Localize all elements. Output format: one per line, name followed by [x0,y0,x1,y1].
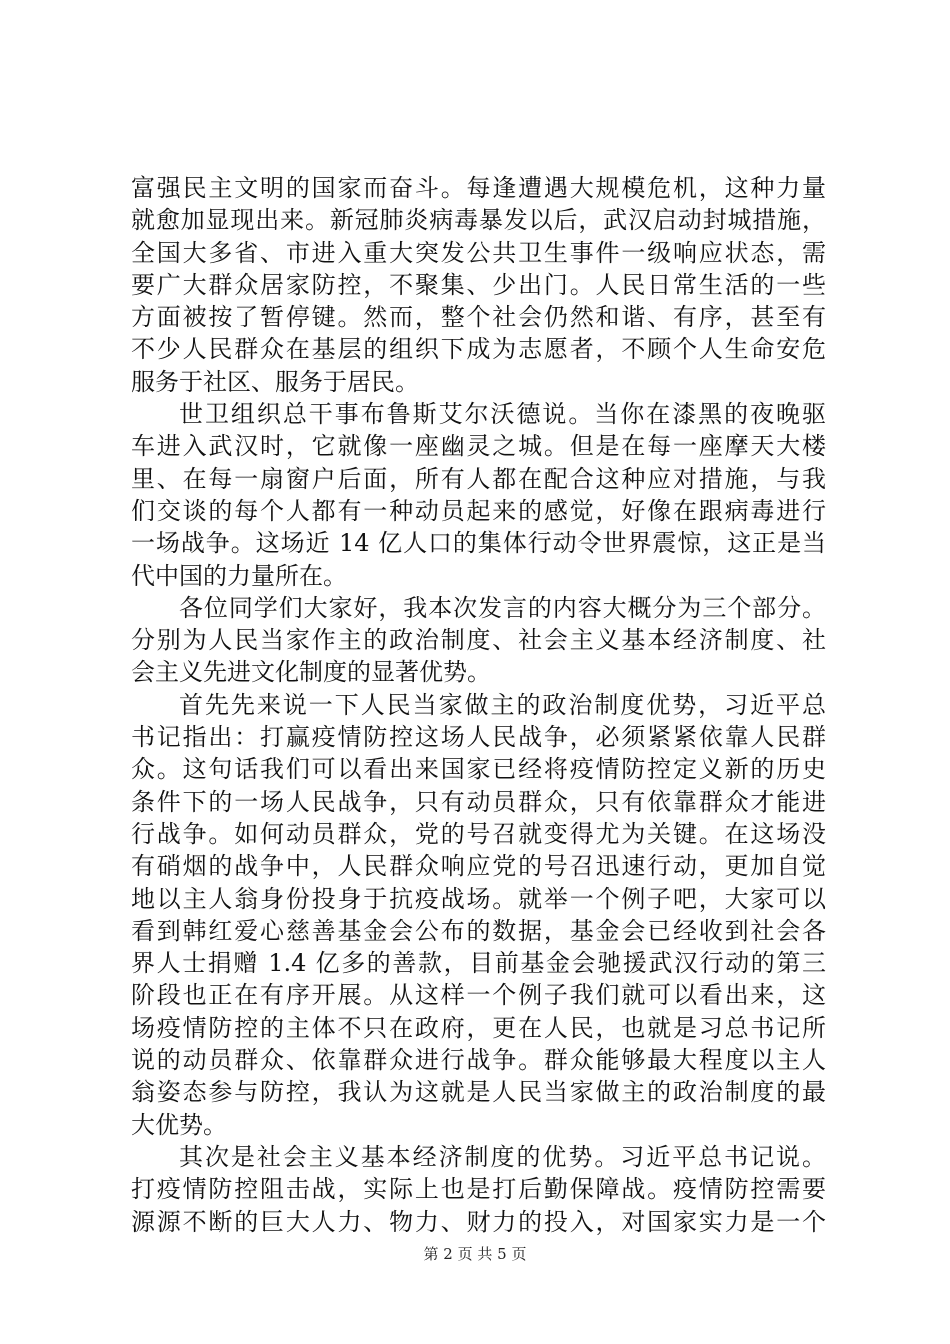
text-line: 各位同学们大家好，我本次发言的内容大概分为三个部分。 [179,593,826,622]
text-line: 要广大群众居家防控，不聚集、少出门。人民日常生活的一些 [131,270,826,299]
text-line: 富强民主文明的国家而奋斗。每逢遭遇大规模危机，这种力量 [131,174,826,202]
text-line: 众。这句话我们可以看出来国家已经将疫情防控定义新的历史 [131,755,826,784]
text-line: 里、在每一扇窗户后面，所有人都在配合这种应对措施，与我 [131,464,826,493]
page-number-footer: 第 2 页 共 5 页 [423,1245,527,1263]
text-line: 打疫情防控阻击战，实际上也是打后勤保障战。疫情防控需要 [131,1175,826,1204]
text-line: 看到韩红爱心慈善基金会公布的数据，基金会已经收到社会各 [131,916,826,945]
text-line: 有硝烟的战争中，人民群众响应党的号召迅速行动，更加自觉 [131,852,826,881]
text-line: 大优势。 [131,1110,227,1139]
text-line: 条件下的一场人民战争，只有动员群众，只有依靠群众才能进 [131,787,826,816]
text-line: 其次是社会主义基本经济制度的优势。习近平总书记说。 [179,1142,826,1171]
text-line: 一场战争。这场近 14 亿人口的集体行动令世界震惊，这正是当 [131,529,826,558]
text-line: 分别为人民当家作主的政治制度、社会主义基本经济制度、社 [131,626,826,655]
text-line: 世卫组织总干事布鲁斯艾尔沃德说。当你在漆黑的夜晚驱 [179,400,826,429]
text-line: 书记指出：打赢疫情防控这场人民战争，必须紧紧依靠人民群 [131,723,826,752]
text-line: 方面被按了暂停键。然而，整个社会仍然和谐、有序，甚至有 [131,303,826,332]
text-line: 代中国的力量所在。 [131,561,347,590]
text-line: 全国大多省、市进入重大突发公共卫生事件一级响应状态，需 [131,238,826,267]
text-line: 场疫情防控的主体不只在政府，更在人民，也就是习总书记所 [131,1013,826,1042]
text-line: 首先先来说一下人民当家做主的政治制度优势，习近平总 [179,690,826,719]
document-body [131,172,826,1238]
text-line: 行战争。如何动员群众，党的号召就变得尤为关键。在这场没 [131,819,826,848]
text-line: 翁姿态参与防控，我认为这就是人民当家做主的政治制度的最 [131,1078,826,1107]
text-line: 不少人民群众在基层的组织下成为志愿者，不顾个人生命安危 [131,335,826,364]
text-line: 会主义先进文化制度的显著优势。 [131,658,491,687]
text-line: 就愈加显现出来。新冠肺炎病毒暴发以后，武汉启动封城措施， [131,206,826,235]
text-line: 们交谈的每个人都有一种动员起来的感觉，好像在跟病毒进行 [131,496,826,525]
text-line: 说的动员群众、依靠群众进行战争。群众能够最大程度以主人 [131,1046,826,1075]
text-line: 车进入武汉时，它就像一座幽灵之城。但是在每一座摩天大楼 [131,432,826,461]
text-line: 阶段也正在有序开展。从这样一个例子我们就可以看出来，这 [131,981,826,1010]
text-line: 地以主人翁身份投身于抗疫战场。就举一个例子吧，大家可以 [131,884,826,913]
text-line: 服务于社区、服务于居民。 [131,367,419,396]
text-line: 界人士捐赠 1.4 亿多的善款，目前基金会驰援武汉行动的第三 [131,949,826,978]
text-line: 源源不断的巨大人力、物力、财力的投入，对国家实力是一个 [131,1207,826,1236]
